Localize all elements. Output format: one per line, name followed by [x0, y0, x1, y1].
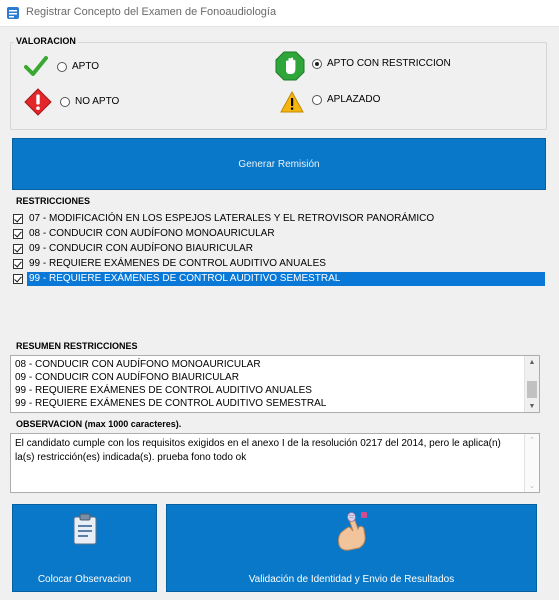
restricciones-list: [10, 209, 545, 337]
radio-aplazado-label: APLAZADO: [327, 94, 381, 105]
resumen-list[interactable]: [10, 355, 540, 413]
restriccion-text: 99 - REQUIERE EXÁMENES DE CONTROL AUDITIVO ANUALES: [29, 258, 326, 269]
restriccion-checkbox[interactable]: [13, 244, 23, 254]
radio-aplazado-circle[interactable]: [312, 95, 322, 105]
observacion-scrollbar[interactable]: [524, 434, 539, 492]
scroll-up-icon[interactable]: ⌃: [529, 437, 535, 444]
restriccion-checkbox[interactable]: [13, 229, 23, 239]
restricciones-label: RESTRICCIONES: [16, 196, 91, 206]
list-item: 08 - CONDUCIR CON AUDÍFONO MONOAURICULAR: [15, 359, 261, 370]
fingerprint-hand-icon: [331, 509, 375, 553]
validacion-envio-label: Validación de Identidad y Envio de Resultados: [248, 574, 455, 585]
restriccion-checkbox[interactable]: [13, 274, 23, 284]
colocar-observacion-label: Colocar Observacion: [37, 574, 132, 585]
app-icon: [6, 6, 20, 20]
resumen-label: RESUMEN RESTRICCIONES: [16, 341, 138, 351]
scroll-thumb[interactable]: [527, 381, 537, 398]
radio-aplazado[interactable]: [312, 94, 380, 105]
colocar-observacion-button[interactable]: [12, 504, 157, 592]
list-item: 99 - REQUIERE EXÁMENES DE CONTROL AUDITIVO ANUALES: [15, 385, 312, 396]
restriccion-item[interactable]: [10, 212, 436, 226]
radio-apto-con-restriccion-circle[interactable]: [312, 59, 322, 69]
checkmark-icon: [24, 55, 48, 77]
title-bar: [0, 0, 559, 27]
error-diamond-icon: [24, 88, 52, 116]
radio-apto[interactable]: [57, 61, 99, 72]
hand-stop-icon: [275, 51, 305, 81]
observacion-label: OBSERVACION (max 1000 caracteres).: [16, 419, 182, 429]
radio-apto-circle[interactable]: [57, 62, 67, 72]
radio-no-apto-label: NO APTO: [75, 96, 120, 107]
clipboard-icon: [70, 513, 100, 545]
resumen-scrollbar[interactable]: [524, 356, 539, 412]
list-item: 09 - CONDUCIR CON AUDÍFONO BIAURICULAR: [15, 372, 239, 383]
radio-apto-label: APTO: [72, 61, 100, 72]
restriccion-item[interactable]: [10, 227, 277, 241]
radio-no-apto[interactable]: [60, 96, 119, 107]
scroll-down-icon[interactable]: ⌄: [529, 483, 535, 490]
restriccion-item[interactable]: [10, 257, 328, 271]
restriccion-text: 07 - MODIFICACIÓN EN LOS ESPEJOS LATERALES Y EL RETROVISOR PANORÁMICO: [29, 213, 435, 224]
scroll-down-icon[interactable]: ▼: [528, 402, 536, 410]
restriccion-checkbox[interactable]: [13, 259, 23, 269]
validacion-envio-button[interactable]: [166, 504, 537, 592]
radio-apto-con-restriccion[interactable]: [312, 58, 451, 69]
list-item: 99 - REQUIERE EXÁMENES DE CONTROL AUDITIVO SEMESTRAL: [15, 398, 327, 409]
warning-triangle-icon: [280, 91, 304, 113]
scroll-up-icon[interactable]: ▲: [528, 358, 536, 366]
restriccion-item-selected[interactable]: [10, 272, 545, 286]
radio-apto-con-restriccion-label: APTO CON RESTRICCION: [327, 58, 451, 69]
generar-remision-button[interactable]: [12, 138, 546, 190]
radio-no-apto-circle[interactable]: [60, 97, 70, 107]
observacion-textarea[interactable]: [10, 433, 540, 493]
observacion-text: El candidato cumple con los requisitos exigidos en el anexo I de la resolución 0217 del 2014, pero le aplica(n) la(s) restricción(es) indicada(s). prueba fono todo ok: [15, 438, 501, 463]
window-title: Registrar Concepto del Examen de Fonoaudiología: [26, 6, 277, 18]
restriccion-text: 99 - REQUIERE EXÁMENES DE CONTROL AUDITIVO SEMESTRAL: [27, 272, 545, 286]
valoracion-label: VALORACION: [16, 36, 76, 46]
restriccion-text: 09 - CONDUCIR CON AUDÍFONO BIAURICULAR: [29, 243, 253, 254]
restriccion-item[interactable]: [10, 242, 255, 256]
restriccion-checkbox[interactable]: [13, 214, 23, 224]
generar-remision-label: Generar Remisión: [238, 158, 320, 170]
restriccion-text: 08 - CONDUCIR CON AUDÍFONO MONOAURICULAR: [29, 228, 275, 239]
